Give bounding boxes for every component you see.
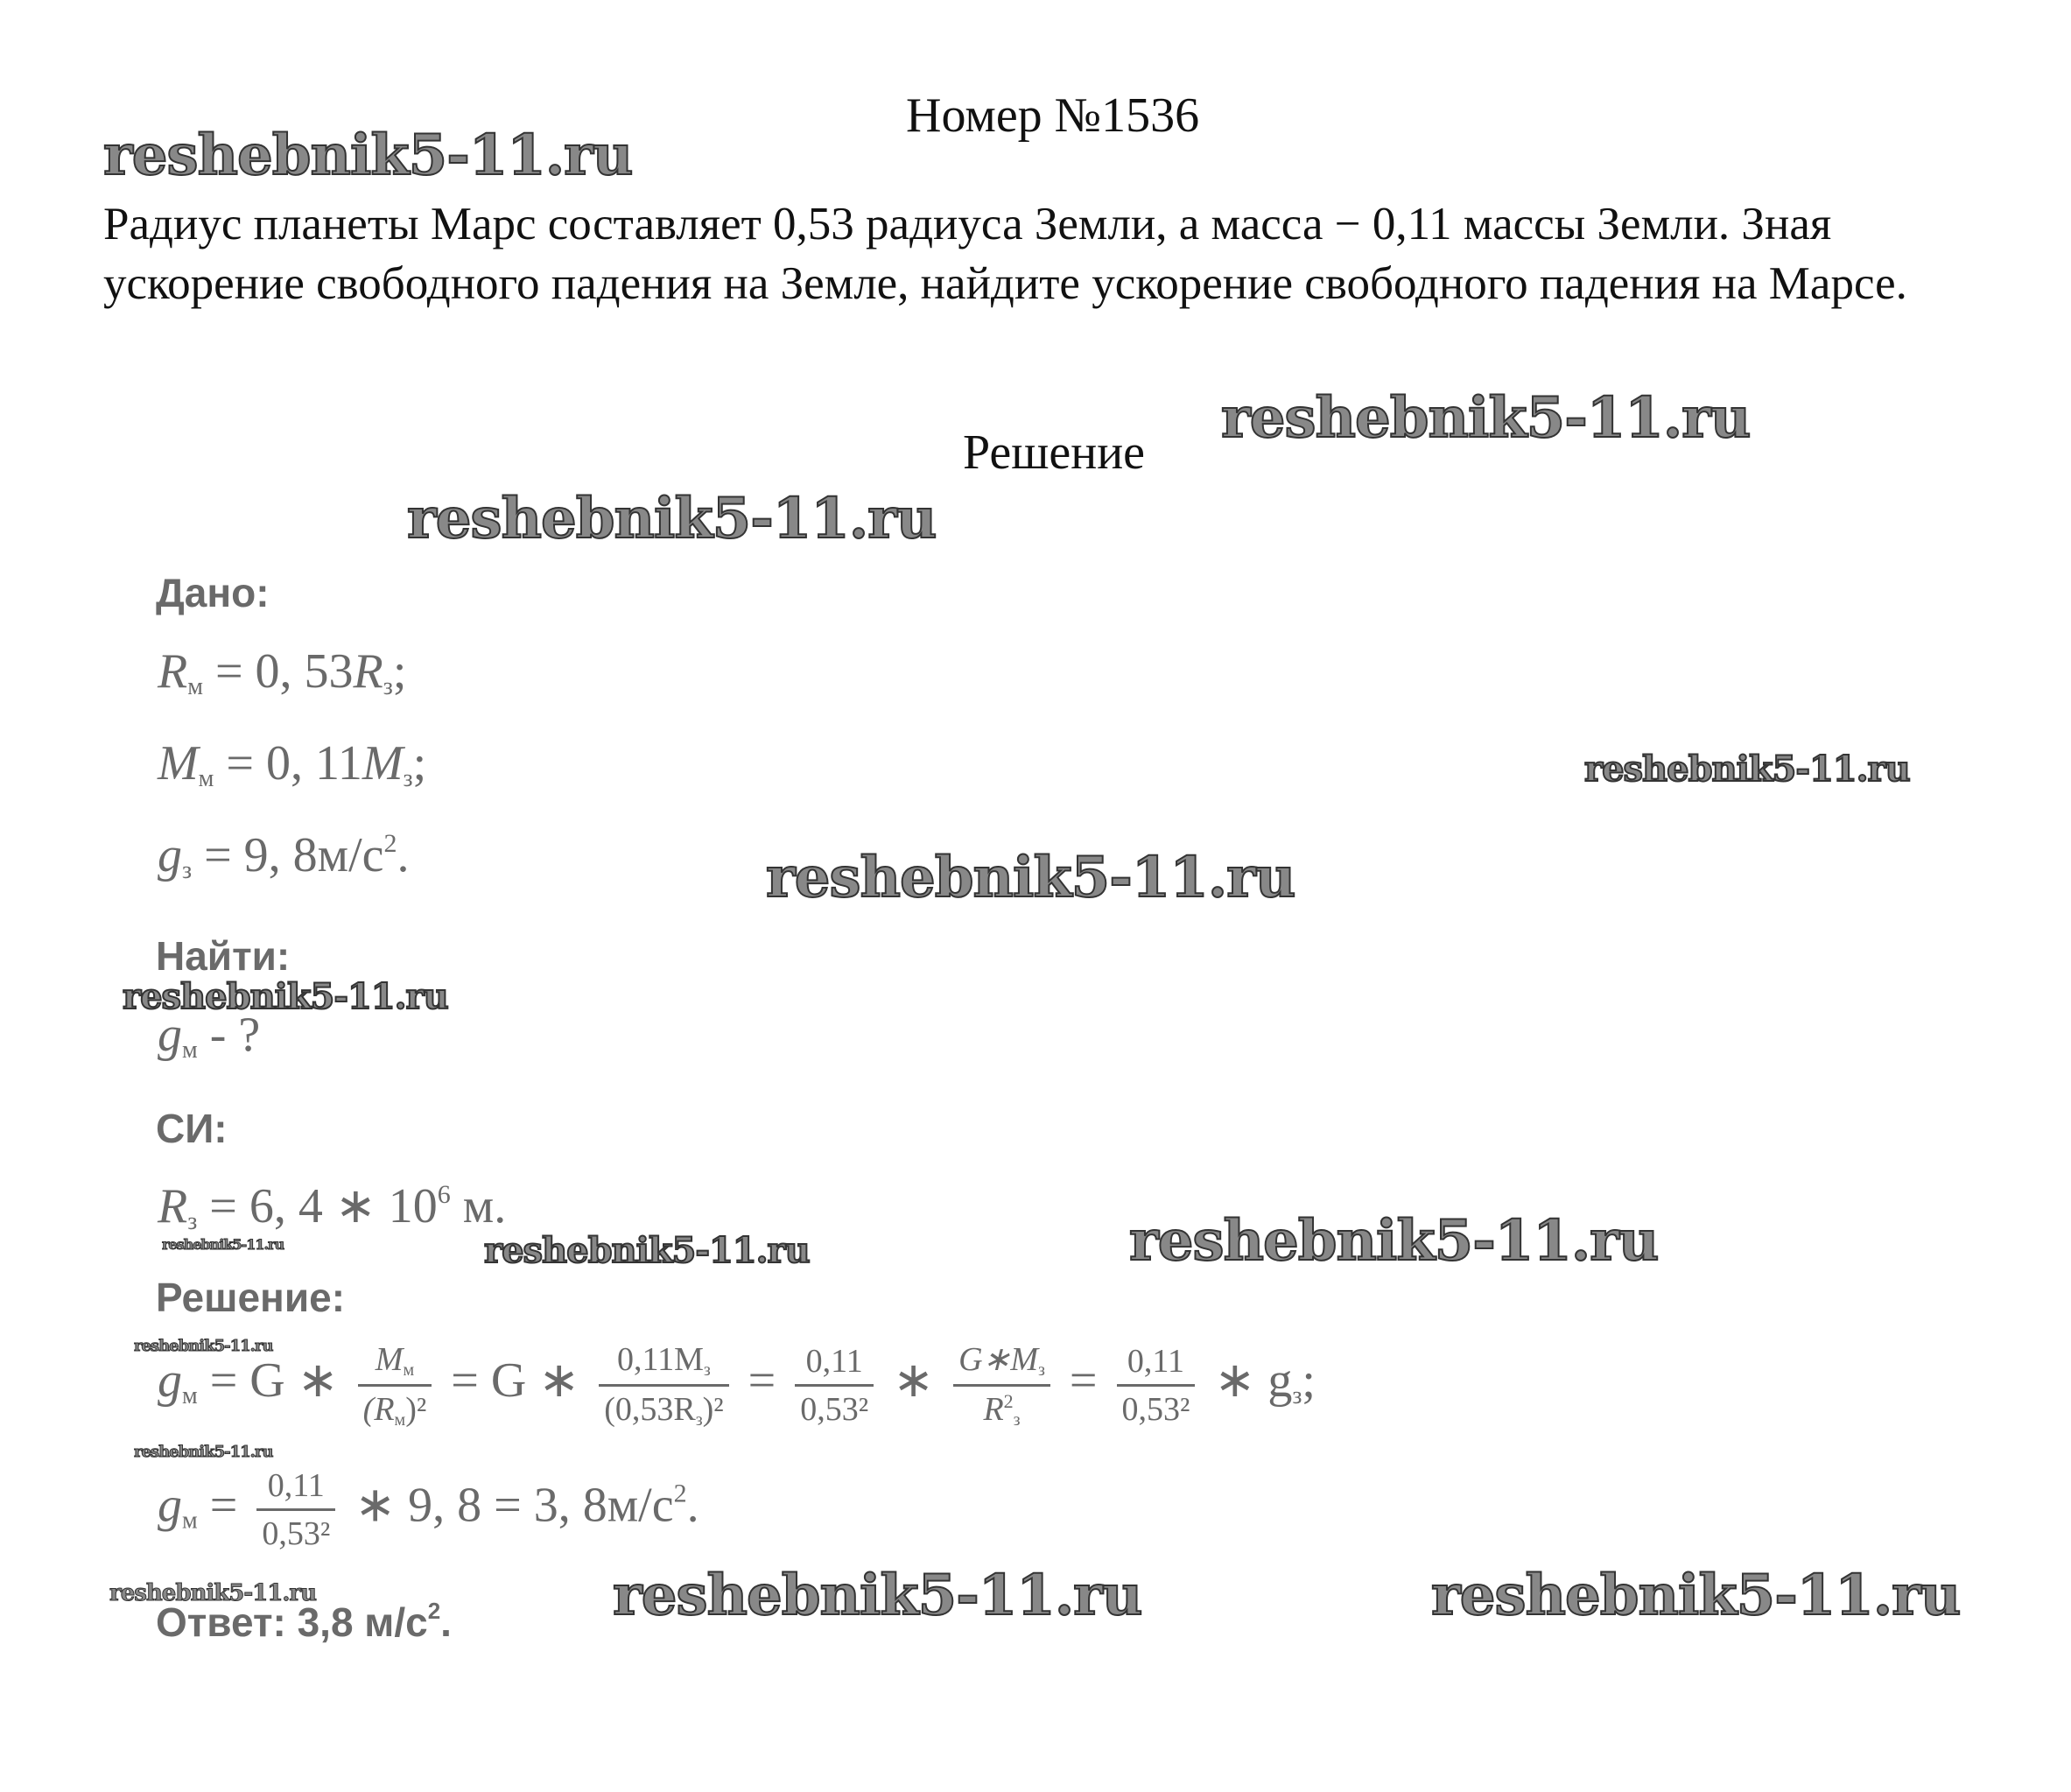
watermark: reshebnik5-11.ru [1431, 1563, 1961, 1628]
fraction: $\frac{0,11M_з}{(0,53R_з)^2}$ [599, 1340, 728, 1430]
fraction: $\frac{M_м}{(R_м)^2}$ [358, 1340, 432, 1430]
watermark: reshebnik5-11.ru [1221, 385, 1751, 451]
watermark: reshebnik5-11.ru [766, 845, 1295, 910]
solution-label: Решение: [156, 1275, 346, 1320]
find-label: Найти: [156, 933, 291, 979]
answer: Ответ: 3,8 $м/с^2$. [156, 1598, 452, 1645]
watermark: reshebnik5-11.ru [613, 1563, 1142, 1628]
given-label: Дано: [156, 570, 270, 615]
watermark: reshebnik5-11.ru [103, 123, 633, 188]
fraction: $\frac{0,11}{\text{0,53²}}$ [256, 1466, 335, 1553]
given-gravity-equation: $g_з = 9$, $8м/с^2$. [158, 828, 410, 884]
si-label: СИ: [156, 1106, 228, 1151]
watermark: reshebnik5-11.ru [123, 976, 448, 1017]
solution-equation-1: $g_м = G$ ∗ $\frac{M_м}{(R_м)^2}$ = G ∗ $\frac{0,11M_з}{(0,53R_з)^2}$ = $\frac{0,11}{\text{0,53²}}$ ∗ $\frac{G∗M_з}{R^2_з}$ = $\frac{0,11}{\text{0,53²}}$ ∗ $g_з$; [158, 1340, 1316, 1430]
given-radius-equation: $R_м = 0$, $53R_з$; [158, 644, 407, 700]
fraction: $\frac{0,11}{\text{0,53²}}$ [1117, 1342, 1196, 1429]
given-mass-equation: $M_м = 0$, $11M_з$; [158, 736, 427, 792]
fraction: $\frac{0,11}{\text{0,53²}}$ [795, 1342, 874, 1429]
watermark: reshebnik5-11.ru [1129, 1208, 1659, 1274]
watermark: reshebnik5-11.ru [407, 486, 937, 552]
problem-text: Радиус планеты Марс составляет 0,53 радиуса Земли, а масса − 0,11 массы Земли. Зная ускорение свободного падения на Земле, найдите ускорение свободного падения на Марсе. [103, 199, 1907, 309]
watermark: reshebnik5-11.ru [134, 1443, 273, 1461]
si-equation: $R_з = 6$, 4 ∗ $10^6$ м. [158, 1179, 507, 1235]
watermark: reshebnik5-11.ru [484, 1230, 810, 1271]
watermark: reshebnik5-11.ru [162, 1236, 284, 1253]
fraction: $\frac{G∗M_з}{R^2_з}$ [953, 1339, 1050, 1430]
solution-equation-2: $g_м$ = $\frac{0,11}{\text{0,53²}}$ ∗ 9, 8 = 3, $8м/с^2$. [158, 1467, 699, 1552]
find-equation: $g_м$ - ? [158, 1008, 261, 1064]
solution-heading: Решение [963, 425, 1146, 480]
watermark: reshebnik5-11.ru [1584, 748, 1910, 790]
page-title: Номер №1536 [906, 88, 1200, 143]
watermark: reshebnik5-11.ru [109, 1580, 317, 1606]
watermark: reshebnik5-11.ru [134, 1337, 273, 1355]
